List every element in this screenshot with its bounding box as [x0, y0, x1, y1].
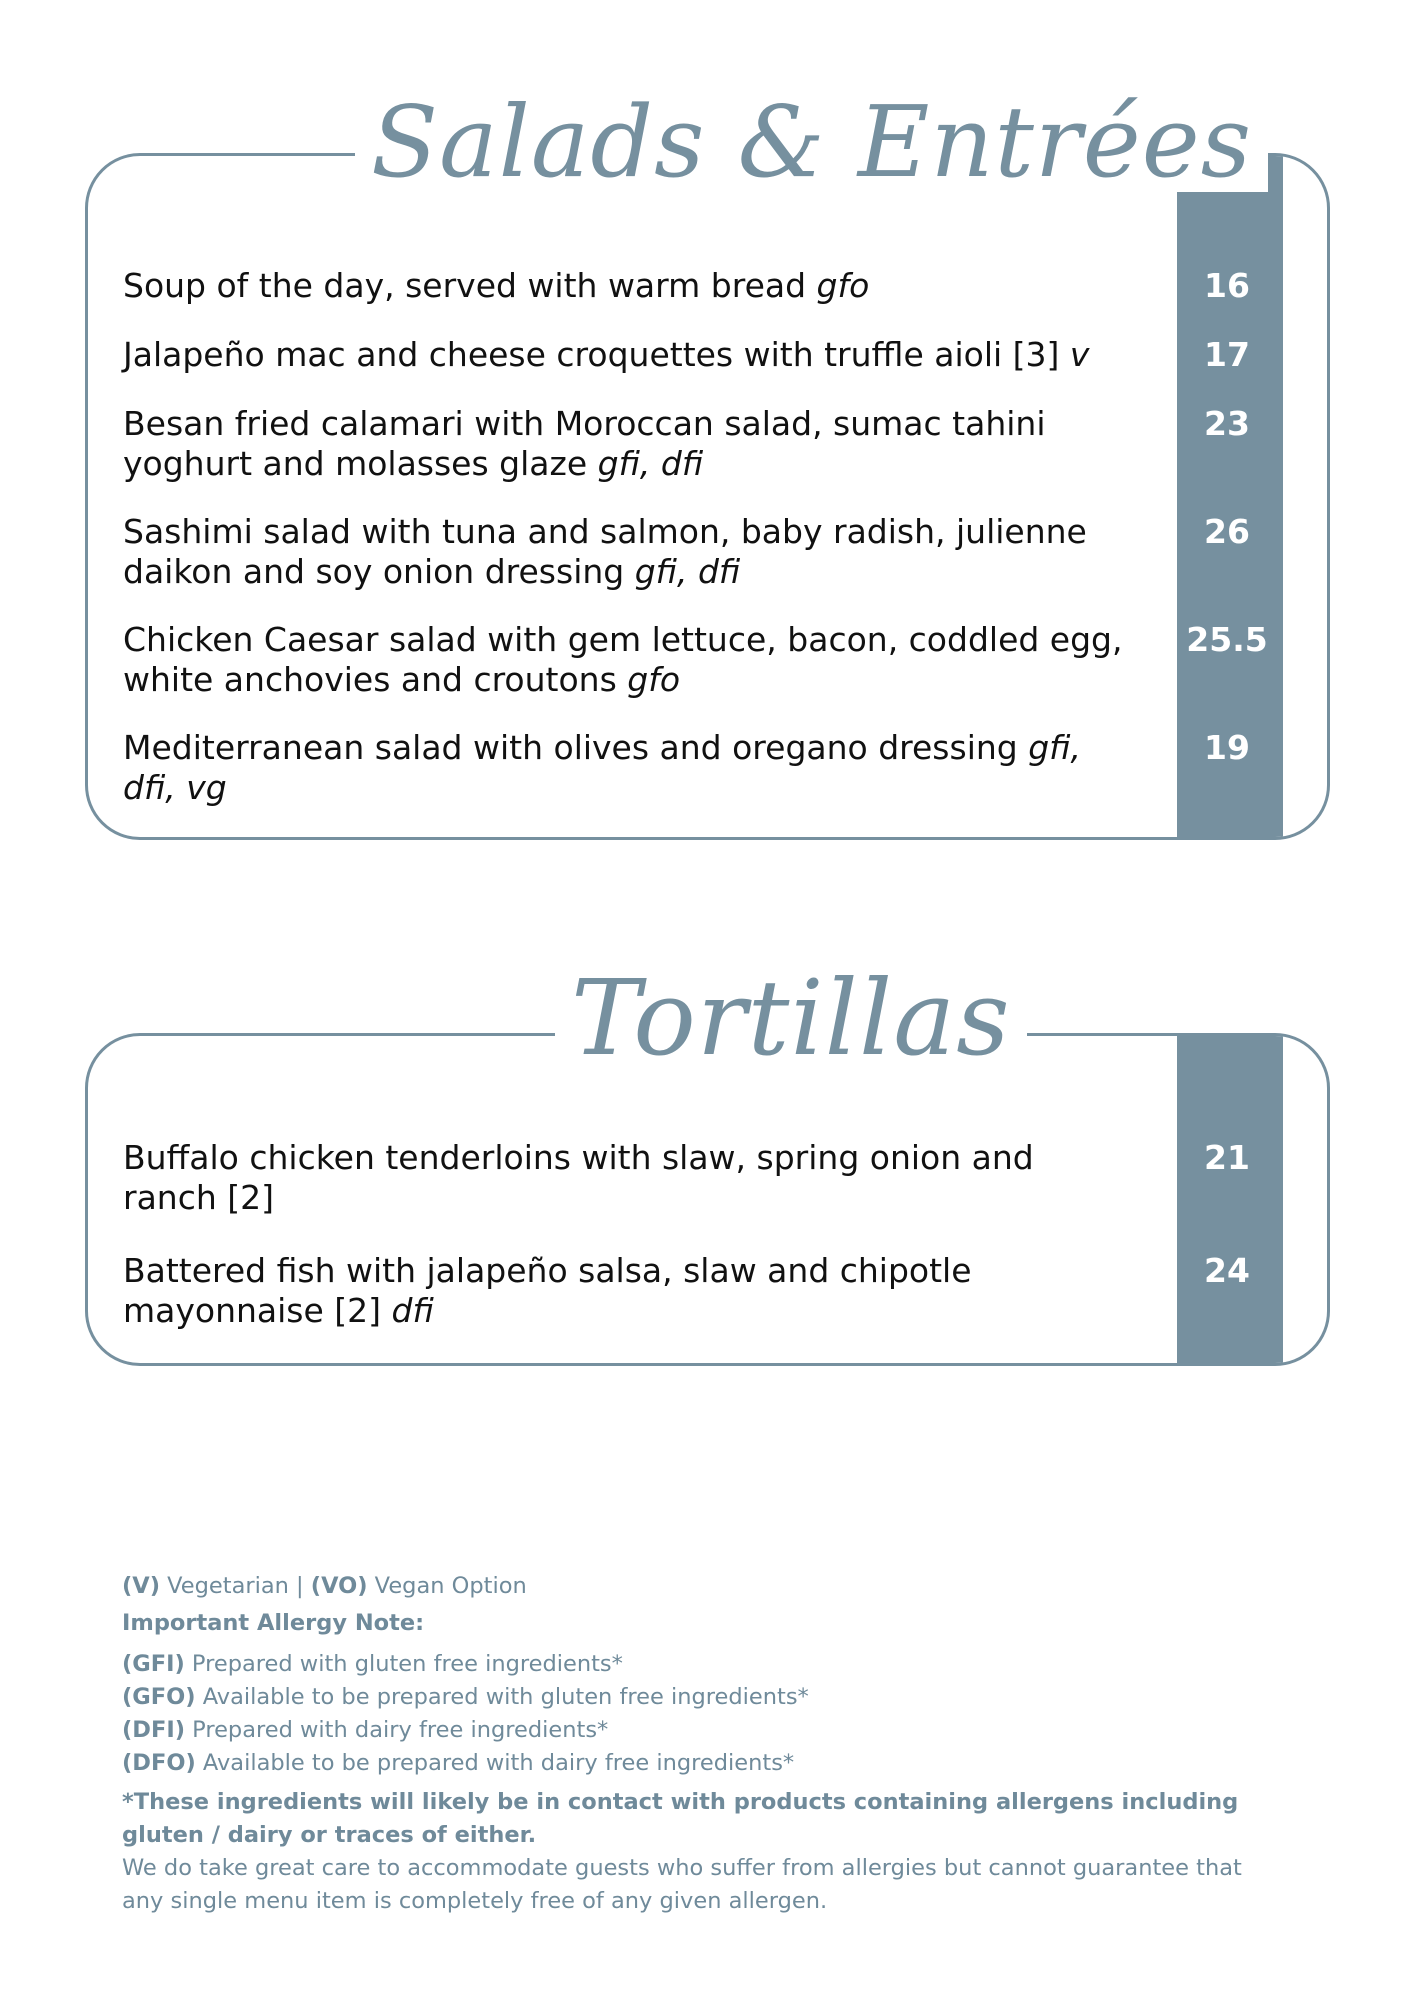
code-gfi: (GFI) Prepared with gluten free ingredients* [122, 1651, 623, 1677]
allergen-disclaimer: We do take great care to accommodate guests who suffer from allergies but cannot guarantee that any single menu item is completely free of any given allergen. [122, 1855, 1242, 1914]
diet-legend: (V) Vegetarian | (VO) Vegan Option [122, 1573, 527, 1599]
allergy-heading: Important Allergy Note: [122, 1610, 425, 1636]
menu-item: Sashimi salad with tuna and salmon, baby radish, julienne daikon and soy onion dressing gfi, dfi [123, 512, 1087, 591]
diet-tag: v [1069, 335, 1090, 374]
price: 26 [1204, 512, 1250, 551]
price: 19 [1204, 728, 1250, 767]
section-salads-entrees [85, 86, 1330, 840]
menu-item: Chicken Caesar salad with gem lettuce, bacon, coddled egg, white anchovies and croutons gfo [123, 620, 1123, 699]
diet-tag: gfi, dfi [597, 444, 704, 483]
code-dfo: (DFO) Available to be prepared with dairy free ingredients* [122, 1750, 795, 1776]
price: 21 [1204, 1138, 1250, 1177]
price: 17 [1204, 335, 1250, 374]
price-column [1177, 1036, 1283, 1363]
price: 16 [1204, 266, 1250, 305]
code-dfi: (DFI) Prepared with dairy free ingredients* [122, 1717, 609, 1743]
allergy-notes [122, 1570, 1272, 1918]
allergen-warning: *These ingredients will likely be in contact with products containing allergens including gluten / dairy or traces of either. [122, 1789, 1239, 1848]
price: 25.5 [1186, 620, 1268, 659]
diet-tag: gfi, dfi, vg [123, 728, 1081, 807]
code-gfo: (GFO) Available to be prepared with gluten free ingredients* [122, 1684, 809, 1710]
menu-item: Mediterranean salad with olives and oregano dressing gfi, dfi, vg [123, 728, 1081, 807]
menu-item: Jalapeño mac and cheese croquettes with truffle aioli [3] v [123, 335, 1090, 374]
diet-tag: gfo [627, 660, 681, 699]
menu-item: Besan fried calamari with Moroccan salad, sumac tahini yoghurt and molasses glaze gfi, dfi [123, 404, 1046, 483]
price: 24 [1204, 1251, 1250, 1290]
menu-item: Soup of the day, served with warm bread gfo [123, 266, 870, 305]
price: 23 [1204, 404, 1250, 443]
diet-tag: gfo [816, 266, 870, 305]
section-tortillas [85, 940, 1330, 1366]
menu-item: Buffalo chicken tenderloins with slaw, spring onion and ranch [2] [123, 1138, 1034, 1217]
menu-item: Battered fish with jalapeño salsa, slaw and chipotle mayonnaise [2] dfi [123, 1251, 972, 1330]
section-title: Tortillas [555, 966, 1027, 1070]
section-title: Salads & Entrées [355, 94, 1268, 192]
diet-tag: gfi, dfi [634, 552, 741, 591]
diet-tag: dfi [391, 1291, 434, 1330]
